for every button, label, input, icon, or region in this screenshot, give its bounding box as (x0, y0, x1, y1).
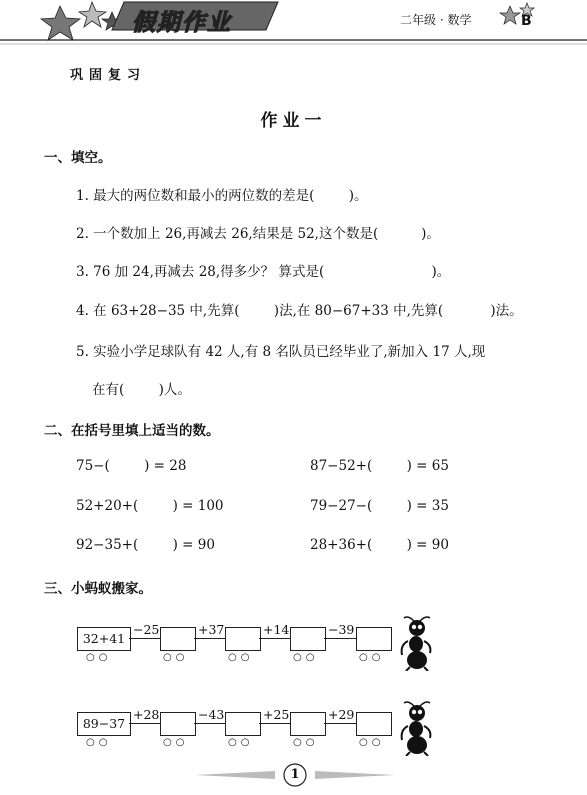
link-line (129, 723, 160, 724)
wheels: ○○ (163, 652, 189, 663)
header-banner (0, 0, 587, 46)
operation: +14 (263, 622, 290, 637)
start-expression: 89−37 (82, 716, 126, 731)
answer-box[interactable] (290, 712, 326, 736)
question-4: 4. 在 63+28−35 中,先算( )法,在 80−67+33 中,先算( )法。 (76, 303, 523, 319)
link-line (259, 723, 290, 724)
operation: +37 (198, 622, 225, 637)
link-line (324, 723, 356, 724)
link-line (259, 638, 290, 639)
question-3: 3. 76 加 24,再减去 28,得多少？ 算式是( )。 (76, 264, 451, 280)
answer-box[interactable] (356, 712, 392, 736)
wheels: ○○ (228, 737, 254, 748)
section-tab-label: 巩固复习 (70, 68, 147, 83)
wheels: ○○ (359, 737, 385, 748)
wheels: ○○ (359, 652, 385, 663)
star-cluster-left (41, 2, 122, 40)
equation: 92−35+( ) = 90 (76, 537, 215, 553)
link-line (194, 638, 225, 639)
section2-heading: 二、在括号里填上适当的数。 (44, 423, 220, 439)
operation: −43 (198, 707, 225, 722)
question-5-line1: 5. 实验小学足球队有 42 人,有 8 名队员已经毕业了,新加入 17 人,现 (76, 344, 486, 360)
answer-box[interactable] (356, 627, 392, 651)
operation: +29 (328, 707, 355, 722)
assignment-title: 作业一 (260, 111, 327, 131)
section3-heading: 三、小蚂蚁搬家。 (44, 581, 152, 597)
operation: −25 (133, 622, 160, 637)
wheels: ○○ (163, 737, 189, 748)
section1-heading: 一、填空。 (44, 150, 112, 166)
question-2: 2. 一个数加上 26,再减去 26,结果是 52,这个数是( )。 (76, 226, 440, 242)
wheels: ○○ (228, 652, 254, 663)
grade-subject-label: 二年级 · 数学 (400, 13, 472, 27)
operation: +25 (263, 707, 290, 722)
ant-icon (396, 615, 436, 671)
operation: +28 (133, 707, 160, 722)
equation: 87−52+( ) = 65 (310, 458, 449, 474)
answer-box[interactable] (225, 627, 261, 651)
equation: 79−27−( ) = 35 (310, 498, 449, 514)
start-box (77, 627, 131, 651)
book-title: 假期作业 (132, 10, 232, 36)
start-expression: 32+41 (82, 631, 126, 646)
question-1: 1. 最大的两位数和最小的两位数的差是( )。 (76, 188, 368, 204)
link-line (324, 638, 356, 639)
question-5-line2: 在有( )人。 (92, 382, 191, 398)
wheels: ○○ (293, 652, 319, 663)
operation: −39 (328, 622, 355, 637)
equation: 75−( ) = 28 (76, 458, 187, 474)
answer-box[interactable] (225, 712, 261, 736)
equation: 52+20+( ) = 100 (76, 498, 224, 514)
wheels: ○○ (86, 737, 112, 748)
equation: 28+36+( ) = 90 (310, 537, 449, 553)
start-box (77, 712, 131, 736)
edition-label: B (521, 13, 532, 29)
answer-box[interactable] (160, 712, 196, 736)
answer-box[interactable] (290, 627, 326, 651)
wheels: ○○ (86, 652, 112, 663)
wheels: ○○ (293, 737, 319, 748)
link-line (129, 638, 160, 639)
link-line (194, 723, 225, 724)
page-number: 1 (290, 767, 300, 782)
answer-box[interactable] (160, 627, 196, 651)
ant-icon (396, 700, 436, 756)
